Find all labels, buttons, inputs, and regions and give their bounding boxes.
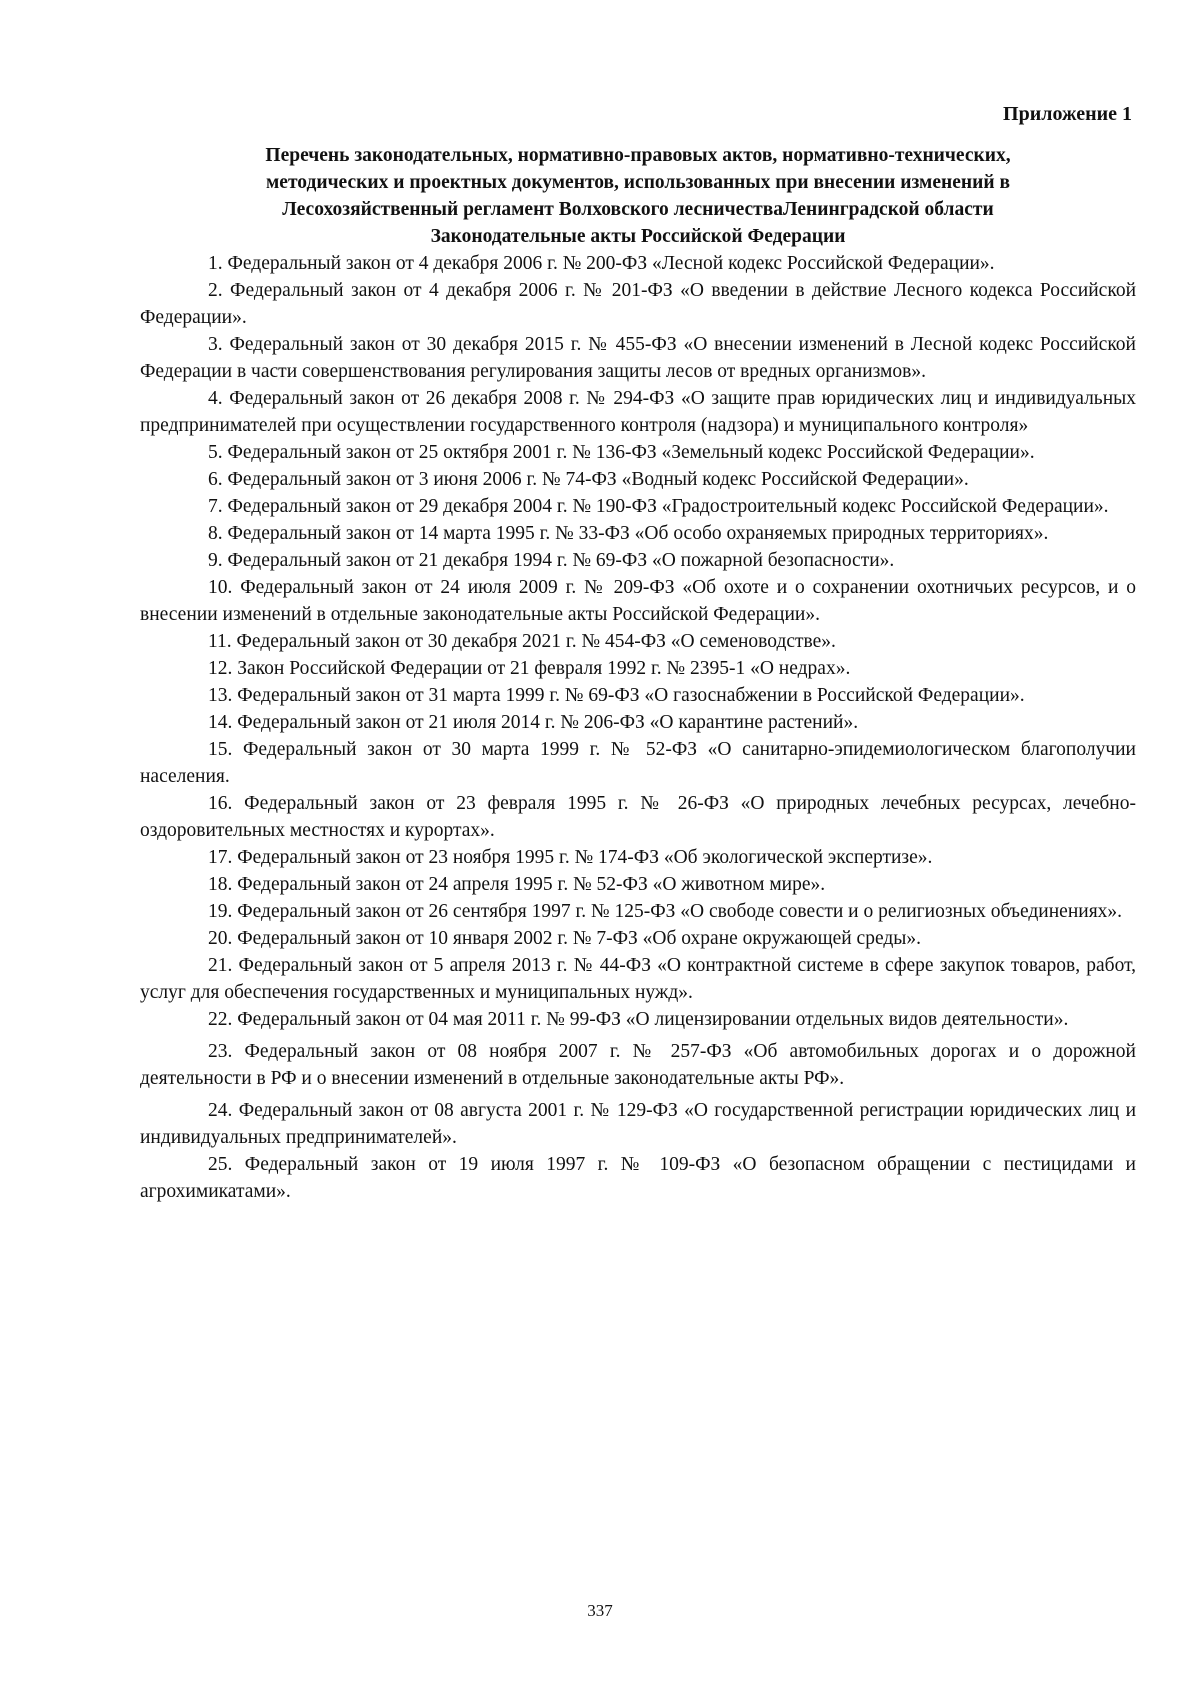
- appendix-label: Приложение 1: [1003, 103, 1132, 125]
- law-list: [140, 250, 1136, 1205]
- list-item: 12. Закон Российской Федерации от 21 февраля 1992 г. № 2395-1 «О недрах».: [208, 658, 851, 679]
- list-item: 17. Федеральный закон от 23 ноября 1995 г. № 174-ФЗ «Об экологической экспертизе».: [208, 847, 933, 868]
- list-item: 15. Федеральный закон от 30 марта 1999 г. № 52-ФЗ «О санитарно-эпидемиологическом благополучии населения.: [140, 739, 1136, 787]
- list-item: 16. Федеральный закон от 23 февраля 1995 г. № 26-ФЗ «О природных лечебных ресурсах, лечебно-оздоровительных местностях и курортах».: [140, 793, 1136, 841]
- list-item: 24. Федеральный закон от 08 августа 2001 г. № 129-ФЗ «О государственной регистрации юридических лиц и индивидуальных предпринимателей».: [140, 1100, 1136, 1148]
- list-item: 11. Федеральный закон от 30 декабря 2021 г. № 454-ФЗ «О семеноводстве».: [208, 631, 836, 652]
- list-item: 9. Федеральный закон от 21 декабря 1994 г. № 69-ФЗ «О пожарной безопасности».: [208, 550, 895, 571]
- list-item: 21. Федеральный закон от 5 апреля 2013 г. № 44-ФЗ «О контрактной системе в сфере закупок товаров, работ, услуг для обеспечения государственных и муниципальных нужд».: [140, 955, 1136, 1003]
- list-item: 25. Федеральный закон от 19 июля 1997 г. № 109-ФЗ «О безопасном обращении с пестицидами и агрохимикатами».: [140, 1154, 1136, 1202]
- list-item: 1. Федеральный закон от 4 декабря 2006 г. № 200-ФЗ «Лесной кодекс Российской Федерации».: [208, 253, 995, 274]
- list-item: 19. Федеральный закон от 26 сентября 1997 г. № 125-ФЗ «О свободе совести и о религиозных объединениях».: [208, 901, 1123, 922]
- list-item: 10. Федеральный закон от 24 июля 2009 г. № 209-ФЗ «Об охоте и о сохранении охотничьих ресурсов, и о внесении изменений в отдельные законодательные акты Российской Федерации».: [140, 577, 1136, 625]
- list-item: 13. Федеральный закон от 31 марта 1999 г. № 69-ФЗ «О газоснабжении в Российской Федерации».: [208, 685, 1025, 706]
- heading-line: методических и проектных документов, использованных при внесении изменений в: [266, 172, 1010, 193]
- section-title: Законодательные акты Российской Федерации: [430, 226, 846, 247]
- document-heading: [140, 142, 1136, 250]
- page-number: 337: [587, 1601, 613, 1620]
- list-item: 22. Федеральный закон от 04 мая 2011 г. № 99-ФЗ «О лицензировании отдельных видов деятельности».: [208, 1009, 1069, 1030]
- list-item: 3. Федеральный закон от 30 декабря 2015 г. № 455-ФЗ «О внесении изменений в Лесной кодекс Российской Федерации в части совершенствования регулирования защиты лесов от вредных организмов».: [140, 334, 1136, 382]
- list-item: 14. Федеральный закон от 21 июля 2014 г. № 206-ФЗ «О карантине растений».: [208, 712, 859, 733]
- list-item: 23. Федеральный закон от 08 ноября 2007 г. № 257-ФЗ «Об автомобильных дорогах и о дорожной деятельности в РФ и о внесении изменений в отдельные законодательные акты РФ».: [140, 1041, 1136, 1089]
- heading-line: Лесохозяйственный регламент Волховского лесничестваЛенинградской области: [282, 199, 994, 220]
- list-item: 7. Федеральный закон от 29 декабря 2004 г. № 190-ФЗ «Градостроительный кодекс Российской Федерации».: [208, 496, 1109, 517]
- list-item: 4. Федеральный закон от 26 декабря 2008 г. № 294-ФЗ «О защите прав юридических лиц и индивидуальных предпринимателей при осуществлении государственного контроля (надзора) и муниципального контроля»: [140, 388, 1136, 436]
- list-item: 8. Федеральный закон от 14 марта 1995 г. № 33-ФЗ «Об особо охраняемых природных территориях».: [208, 523, 1049, 544]
- heading-line: Перечень законодательных, нормативно-правовых актов, нормативно-технических,: [265, 145, 1011, 166]
- list-item: 20. Федеральный закон от 10 января 2002 г. № 7-ФЗ «Об охране окружающей среды».: [208, 928, 921, 949]
- list-item: 2. Федеральный закон от 4 декабря 2006 г. № 201-ФЗ «О введении в действие Лесного кодекса Российской Федерации».: [140, 280, 1136, 328]
- list-item: 6. Федеральный закон от 3 июня 2006 г. № 74-ФЗ «Водный кодекс Российской Федерации».: [208, 469, 969, 490]
- list-item: 5. Федеральный закон от 25 октября 2001 г. № 136-ФЗ «Земельный кодекс Российской Федерации».: [208, 442, 1035, 463]
- list-item: 18. Федеральный закон от 24 апреля 1995 г. № 52-ФЗ «О животном мире».: [208, 874, 826, 895]
